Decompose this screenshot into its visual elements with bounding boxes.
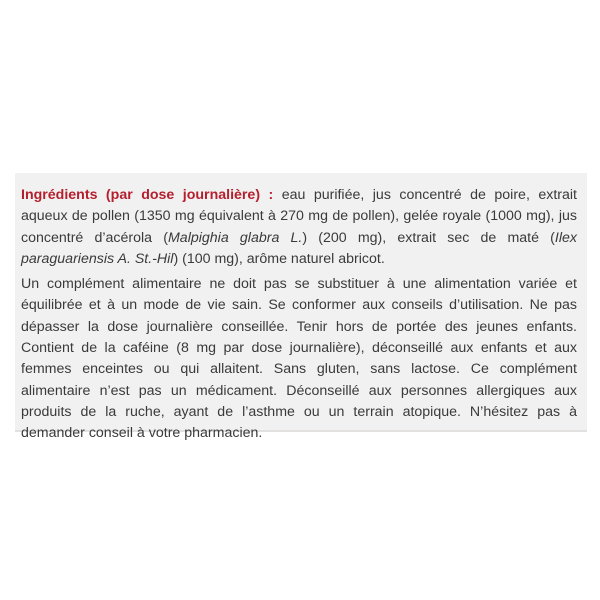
ingredients-paragraph — [21, 185, 577, 270]
ingredients-latin-1: Malpighia glabra L. — [167, 229, 303, 246]
label-text-block — [21, 185, 577, 445]
label-panel — [15, 173, 587, 442]
ingredients-latin-2: Ilex paraguariensis A. St.-Hil — [21, 229, 577, 267]
ingredients-text-1: eau purifiée, jus concentré de poire, extrait aqueux de pollen (1350 mg équivalent à 270 mg de pollen), gelée royale (1000 mg), jus concentré d’acérola ( — [21, 187, 577, 246]
warning-paragraph: Un complément alimentaire ne doit pas se substituer à une alimentation variée et équilibrée et à un mode de vie sain. Se conformer aux conseils d’utilisation. Ne pas dépasser la dose journalière conseillée. Tenir hors de portée des jeunes enfants. Contient de la caféine (8 mg par dose journalière), déconseillé aux enfants et aux femmes enceintes ou qui allaitent. Sans gluten, sans lactose. Ce complément alimentaire n’est pas un médicament. Déconseillé aux personnes allergiques aux produits de la ruche, ayant de l’asthme ou un terrain atopique. N’hésitez pas à demander conseil à votre pharmacien. — [21, 276, 577, 442]
ingredients-text-3: ) (100 mg), arôme naturel abricot. — [173, 250, 385, 267]
ingredients-title: Ingrédients (par dose journalière) : — [21, 187, 274, 203]
ingredients-text-2: ) (200 mg), extrait sec de maté ( — [302, 229, 555, 246]
